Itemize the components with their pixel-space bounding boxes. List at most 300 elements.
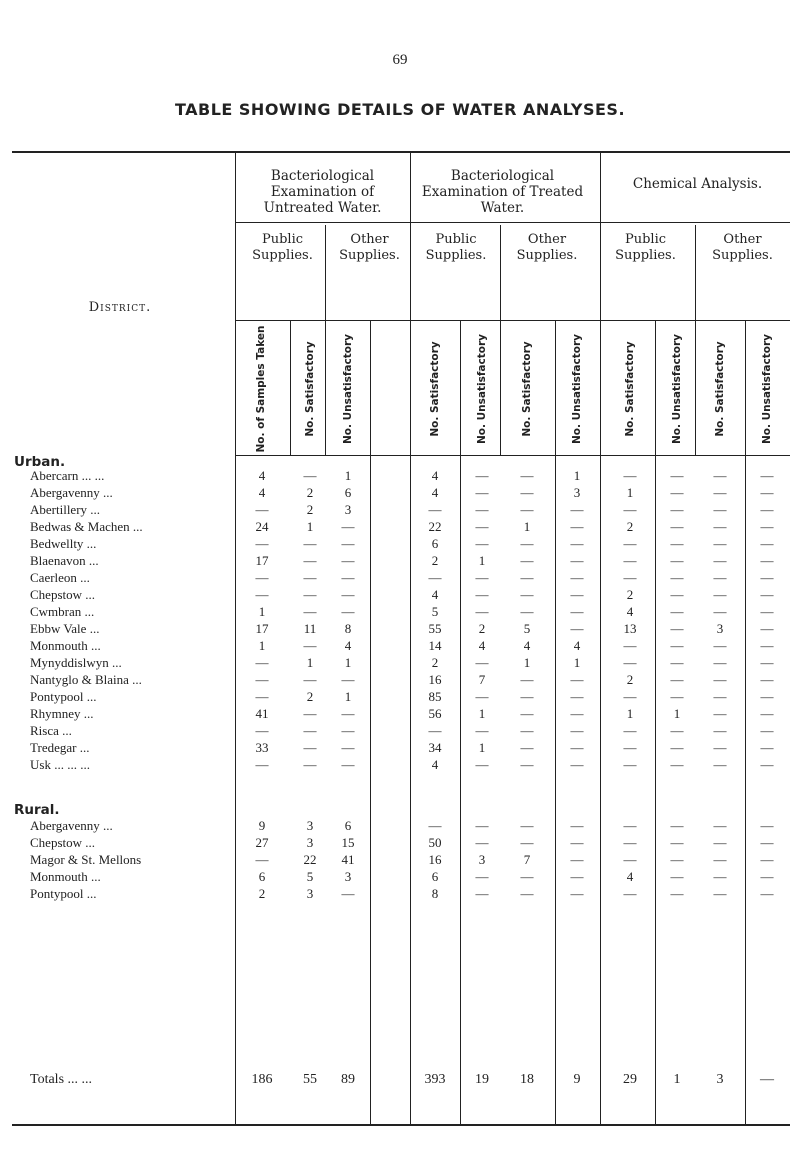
table-cell: — <box>760 502 774 517</box>
district-name: Monmouth ... <box>30 869 101 884</box>
totals-cell: 55 <box>303 1072 317 1087</box>
table-cell: — <box>255 502 269 517</box>
subgroup-chemical-public: Public Supplies. <box>615 232 676 263</box>
table-cell: — <box>760 740 774 755</box>
totals-cell: 18 <box>520 1072 534 1087</box>
table-cell: — <box>255 655 269 670</box>
table-cell: — <box>760 587 774 602</box>
group-header-chemical: Chemical Analysis. <box>632 176 763 192</box>
table-cell: — <box>570 519 584 534</box>
table-cell: 56 <box>428 706 442 721</box>
table-cell: 2 <box>626 587 634 602</box>
col-head-untreated-other-satisfactory: No. Satisfactory <box>304 340 316 437</box>
subgroup-treated-other: Other Supplies. <box>516 232 578 263</box>
table-cell: — <box>623 638 637 653</box>
table-cell: 1 <box>626 706 634 721</box>
table-cell: — <box>255 536 269 551</box>
table-cell: — <box>670 621 684 636</box>
district-name: Chepstow ... <box>30 835 95 850</box>
table-cell: — <box>670 723 684 738</box>
table-cell: — <box>570 723 584 738</box>
table-cell: — <box>475 536 489 551</box>
totals-cell: 19 <box>475 1072 489 1087</box>
table-cell: — <box>520 468 534 483</box>
subgroup-untreated-other: Other Supplies. <box>339 232 400 263</box>
district-column-header: District. <box>88 300 152 315</box>
table-cell: 5 <box>523 621 531 636</box>
table-cell: — <box>341 536 355 551</box>
table-cell: — <box>760 485 774 500</box>
table-cell: 1 <box>344 689 352 704</box>
table-cell: — <box>570 672 584 687</box>
table-cell: — <box>670 604 684 619</box>
table-cell: — <box>303 723 317 738</box>
table-cell: 4 <box>258 485 266 500</box>
totals-cell: — <box>760 1072 774 1087</box>
table-cell: — <box>303 468 317 483</box>
table-cell: — <box>760 835 774 850</box>
table-cell: — <box>520 886 534 901</box>
table-cell: — <box>570 604 584 619</box>
table-cell: — <box>623 468 637 483</box>
table-cell: 41 <box>341 852 355 867</box>
table-cell: — <box>570 502 584 517</box>
table-cell: — <box>713 869 727 884</box>
table-cell: 1 <box>523 655 531 670</box>
table-cell: 4 <box>431 468 439 483</box>
table-cell: — <box>475 604 489 619</box>
section-label: Urban. <box>14 454 66 470</box>
table-cell: — <box>520 835 534 850</box>
subgroup-chemical-other: Other Supplies. <box>712 232 773 263</box>
table-cell: — <box>428 570 442 585</box>
table-cell: — <box>760 519 774 534</box>
table-cell: 1 <box>258 638 266 653</box>
group-header-treated: Bacteriological Examination of Treated Water. <box>421 168 584 216</box>
table-cell: — <box>341 706 355 721</box>
table-cell: — <box>623 886 637 901</box>
table-cell: — <box>670 587 684 602</box>
district-name: Cwmbran ... <box>30 604 95 619</box>
table-cell: — <box>520 587 534 602</box>
table-cell: — <box>570 757 584 772</box>
table-cell: — <box>570 553 584 568</box>
bottom-rule <box>12 1124 790 1126</box>
table-cell: — <box>713 740 727 755</box>
table-cell: — <box>760 621 774 636</box>
district-name: Nantyglo & Blaina ... <box>30 672 142 687</box>
table-cell: — <box>520 869 534 884</box>
table-cell: 4 <box>431 757 439 772</box>
district-name: Abergavenny ... <box>30 485 113 500</box>
table-cell: — <box>713 485 727 500</box>
district-name: Usk ... ... ... <box>30 757 90 772</box>
table-cell: — <box>303 706 317 721</box>
table-cell: 3 <box>478 852 486 867</box>
table-cell: 9 <box>258 818 266 833</box>
table-cell: 14 <box>428 638 442 653</box>
table-cell: — <box>341 570 355 585</box>
table-cell: — <box>760 723 774 738</box>
table-cell: — <box>341 886 355 901</box>
table-cell: — <box>255 570 269 585</box>
table-cell: — <box>303 587 317 602</box>
district-name: Risca ... <box>30 723 72 738</box>
table-cell: 6 <box>344 485 352 500</box>
top-rule <box>12 151 790 153</box>
table-title: TABLE SHOWING DETAILS OF WATER ANALYSES. <box>174 100 626 119</box>
table-cell: — <box>670 689 684 704</box>
table-cell: — <box>341 587 355 602</box>
table-cell: — <box>623 553 637 568</box>
table-cell: — <box>341 604 355 619</box>
table-cell: — <box>713 757 727 772</box>
table-cell: 3 <box>344 502 352 517</box>
table-cell: — <box>475 485 489 500</box>
table-cell: 2 <box>258 886 266 901</box>
table-cell: — <box>760 468 774 483</box>
table-cell: — <box>713 502 727 517</box>
table-cell: — <box>520 553 534 568</box>
table-cell: 34 <box>428 740 442 755</box>
table-cell: — <box>670 740 684 755</box>
totals-cell: 29 <box>623 1072 637 1087</box>
table-cell: — <box>670 485 684 500</box>
table-cell: — <box>760 757 774 772</box>
table-cell: — <box>623 757 637 772</box>
table-cell: — <box>520 485 534 500</box>
col-head-untreated-other-unsatisfactory: No. Unsatisfactory <box>342 333 354 444</box>
table-cell: 1 <box>626 485 634 500</box>
district-name: Chepstow ... <box>30 587 95 602</box>
table-cell: — <box>760 818 774 833</box>
table-cell: — <box>760 886 774 901</box>
table-cell: 17 <box>255 553 269 568</box>
table-cell: — <box>303 553 317 568</box>
table-cell: — <box>713 519 727 534</box>
table-cell: — <box>623 502 637 517</box>
totals-cell: 393 <box>424 1072 446 1087</box>
table-cell: — <box>570 706 584 721</box>
table-cell: 1 <box>573 468 581 483</box>
table-cell: — <box>303 672 317 687</box>
table-cell: — <box>713 689 727 704</box>
col-head-treated-public-satisfactory: No. Satisfactory <box>429 340 441 437</box>
table-cell: 24 <box>255 519 269 534</box>
table-cell: 6 <box>258 869 266 884</box>
table-cell: 6 <box>431 536 439 551</box>
table-cell: 3 <box>306 886 314 901</box>
table-cell: — <box>341 740 355 755</box>
district-name: Caerleon ... <box>30 570 90 585</box>
table-cell: — <box>475 502 489 517</box>
table-cell: — <box>670 570 684 585</box>
table-cell: 4 <box>523 638 531 653</box>
district-name: Pontypool ... <box>30 886 97 901</box>
table-cell: 1 <box>306 519 314 534</box>
district-name: Monmouth ... <box>30 638 101 653</box>
table-cell: — <box>670 655 684 670</box>
table-cell: 55 <box>428 621 442 636</box>
district-name: Abercarn ... ... <box>30 468 105 483</box>
table-cell: — <box>520 536 534 551</box>
subgroup-treated-public: Public Supplies. <box>425 232 487 263</box>
district-name: Tredegar ... <box>30 740 90 755</box>
table-cell: 4 <box>258 468 266 483</box>
table-cell: — <box>670 638 684 653</box>
table-cell: — <box>520 570 534 585</box>
table-cell: — <box>713 852 727 867</box>
col-head-chemical-other-unsatisfactory: No. Unsatisfactory <box>761 333 773 444</box>
table-cell: 4 <box>431 587 439 602</box>
totals-cell: 1 <box>673 1072 681 1087</box>
table-cell: — <box>303 536 317 551</box>
table-cell: — <box>255 587 269 602</box>
totals-cell: 3 <box>716 1072 724 1087</box>
district-name: Ebbw Vale ... <box>30 621 100 636</box>
page-number: 69 <box>392 52 408 68</box>
table-cell: 1 <box>344 468 352 483</box>
table-cell: 3 <box>716 621 724 636</box>
table-cell: 1 <box>673 706 681 721</box>
table-cell: 5 <box>431 604 439 619</box>
table-cell: — <box>713 818 727 833</box>
table-cell: — <box>520 706 534 721</box>
district-name: Abertillery ... <box>30 502 101 517</box>
table-cell: — <box>255 689 269 704</box>
table-cell: 4 <box>478 638 486 653</box>
district-name: Abergavenny ... <box>30 818 113 833</box>
table-cell: 85 <box>428 689 442 704</box>
district-name: Rhymney ... <box>30 706 94 721</box>
table-cell: 27 <box>255 835 269 850</box>
col-head-treated-public-unsatisfactory: No. Unsatisfactory <box>476 333 488 444</box>
table-cell: — <box>520 740 534 755</box>
table-cell: — <box>475 587 489 602</box>
table-cell: — <box>713 587 727 602</box>
col-head-samples-taken: No. of Samples Taken <box>255 324 267 453</box>
table-cell: — <box>713 672 727 687</box>
table-cell: 16 <box>428 852 442 867</box>
table-cell: 8 <box>431 886 439 901</box>
table-cell: — <box>713 835 727 850</box>
group-header-untreated: Bacteriological Examination of Untreated Water. <box>263 168 382 216</box>
table-cell: — <box>713 723 727 738</box>
table-cell: — <box>428 818 442 833</box>
district-name: Blaenavon ... <box>30 553 99 568</box>
table-cell: — <box>570 818 584 833</box>
table-cell: — <box>670 536 684 551</box>
table-cell: 4 <box>626 604 634 619</box>
col-head-treated-other-unsatisfactory: No. Unsatisfactory <box>571 333 583 444</box>
table-cell: 1 <box>478 553 486 568</box>
table-cell: — <box>670 886 684 901</box>
section-label: Rural. <box>14 802 60 818</box>
totals-label: Totals ... ... <box>30 1072 93 1087</box>
table-cell: 2 <box>431 553 439 568</box>
table-cell: 2 <box>478 621 486 636</box>
table-cell: 4 <box>573 638 581 653</box>
table-cell: — <box>570 835 584 850</box>
table-cell: — <box>713 638 727 653</box>
table-cell: — <box>670 757 684 772</box>
table-cell: — <box>475 835 489 850</box>
table-cell: — <box>341 553 355 568</box>
table-cell: 16 <box>428 672 442 687</box>
table-cell: — <box>520 723 534 738</box>
table-cell: — <box>760 604 774 619</box>
table-cell: 13 <box>623 621 637 636</box>
table-cell: — <box>760 672 774 687</box>
table-cell: — <box>570 740 584 755</box>
table-cell: — <box>570 570 584 585</box>
col-head-treated-other-satisfactory: No. Satisfactory <box>521 340 533 437</box>
table-cell: — <box>255 672 269 687</box>
table-cell: — <box>475 655 489 670</box>
table-cell: — <box>303 570 317 585</box>
table-cell: 2 <box>626 519 634 534</box>
table-cell: — <box>570 587 584 602</box>
table-cell: — <box>713 468 727 483</box>
totals-cell: 9 <box>573 1072 581 1087</box>
totals-cell: 89 <box>341 1072 355 1087</box>
table-cell: 3 <box>306 818 314 833</box>
table-cell: — <box>760 706 774 721</box>
table-cell: 1 <box>478 706 486 721</box>
table-cell: — <box>341 723 355 738</box>
table-cell: 11 <box>303 621 317 636</box>
table-cell: — <box>713 553 727 568</box>
table-cell: 1 <box>478 740 486 755</box>
table-cell: — <box>475 869 489 884</box>
table-cell: 22 <box>303 852 317 867</box>
table-cell: — <box>760 655 774 670</box>
table-cell: — <box>475 818 489 833</box>
table-cell: — <box>520 689 534 704</box>
table-cell: — <box>670 502 684 517</box>
table-cell: — <box>760 689 774 704</box>
table-cell: — <box>475 723 489 738</box>
table-cell: 1 <box>306 655 314 670</box>
district-name: Bedwas & Machen ... <box>30 519 143 534</box>
table-cell: — <box>670 869 684 884</box>
table-cell: — <box>341 757 355 772</box>
table-cell: — <box>760 536 774 551</box>
table-cell: — <box>520 672 534 687</box>
table-cell: — <box>520 818 534 833</box>
table-cell: — <box>255 723 269 738</box>
col-head-chemical-public-satisfactory: No. Satisfactory <box>624 340 636 437</box>
table-cell: 4 <box>626 869 634 884</box>
table-cell: — <box>475 468 489 483</box>
table-cell: — <box>255 757 269 772</box>
table-cell: — <box>570 689 584 704</box>
table-cell: — <box>713 570 727 585</box>
district-name: Pontypool ... <box>30 689 97 704</box>
table-cell: 15 <box>341 835 355 850</box>
table-cell: — <box>475 570 489 585</box>
table-cell: 6 <box>431 869 439 884</box>
table-cell: — <box>520 604 534 619</box>
table-cell: 3 <box>344 869 352 884</box>
table-cell: 3 <box>306 835 314 850</box>
table-cell: — <box>303 604 317 619</box>
table-cell: — <box>623 740 637 755</box>
table-cell: — <box>303 740 317 755</box>
table-cell: 8 <box>344 621 352 636</box>
table-cell: 7 <box>523 852 531 867</box>
table-cell: — <box>570 869 584 884</box>
table-cell: 1 <box>573 655 581 670</box>
totals-cell: 186 <box>251 1072 273 1087</box>
table-cell: — <box>475 689 489 704</box>
table-cell: — <box>713 604 727 619</box>
table-cell: — <box>623 723 637 738</box>
table-cell: — <box>670 468 684 483</box>
table-cell: — <box>475 886 489 901</box>
table-cell: 2 <box>306 689 314 704</box>
district-name: Magor & St. Mellons <box>30 852 142 867</box>
table-cell: 7 <box>478 672 486 687</box>
table-cell: 3 <box>573 485 581 500</box>
district-name: Mynyddislwyn ... <box>30 655 122 670</box>
table-cell: — <box>760 869 774 884</box>
col-head-chemical-other-satisfactory: No. Satisfactory <box>714 340 726 437</box>
table-cell: 41 <box>255 706 269 721</box>
table-cell: — <box>520 502 534 517</box>
col-head-chemical-public-unsatisfactory: No. Unsatisfactory <box>671 333 683 444</box>
table-cell: — <box>623 536 637 551</box>
table-cell: — <box>760 852 774 867</box>
table-cell: — <box>713 706 727 721</box>
table-cell: 22 <box>428 519 442 534</box>
table-cell: — <box>623 689 637 704</box>
table-cell: — <box>623 835 637 850</box>
table-cell: — <box>670 519 684 534</box>
table-cell: — <box>520 757 534 772</box>
table-cell: — <box>570 621 584 636</box>
table-cell: — <box>428 502 442 517</box>
table-cell: — <box>303 638 317 653</box>
table-cell: 50 <box>428 835 442 850</box>
table-cell: — <box>341 519 355 534</box>
table-cell: — <box>623 852 637 867</box>
table-cell: — <box>623 818 637 833</box>
table-cell: — <box>341 672 355 687</box>
table-cell: — <box>303 757 317 772</box>
table-cell: — <box>670 553 684 568</box>
table-cell: — <box>670 672 684 687</box>
table-cell: 1 <box>258 604 266 619</box>
table-cell: 1 <box>344 655 352 670</box>
table-cell: — <box>713 655 727 670</box>
table-cell: — <box>255 852 269 867</box>
table-cell: 4 <box>431 485 439 500</box>
subgroup-untreated-public: Public Supplies. <box>252 232 313 263</box>
table-cell: 2 <box>626 672 634 687</box>
table-cell: — <box>570 536 584 551</box>
table-cell: — <box>570 852 584 867</box>
table-cell: — <box>670 835 684 850</box>
table-cell: — <box>670 818 684 833</box>
table-cell: — <box>623 655 637 670</box>
table-cell: 6 <box>344 818 352 833</box>
table-cell: — <box>760 638 774 653</box>
table-cell: 2 <box>306 502 314 517</box>
table-cell: — <box>760 570 774 585</box>
table-cell: — <box>670 852 684 867</box>
table-cell: — <box>713 536 727 551</box>
